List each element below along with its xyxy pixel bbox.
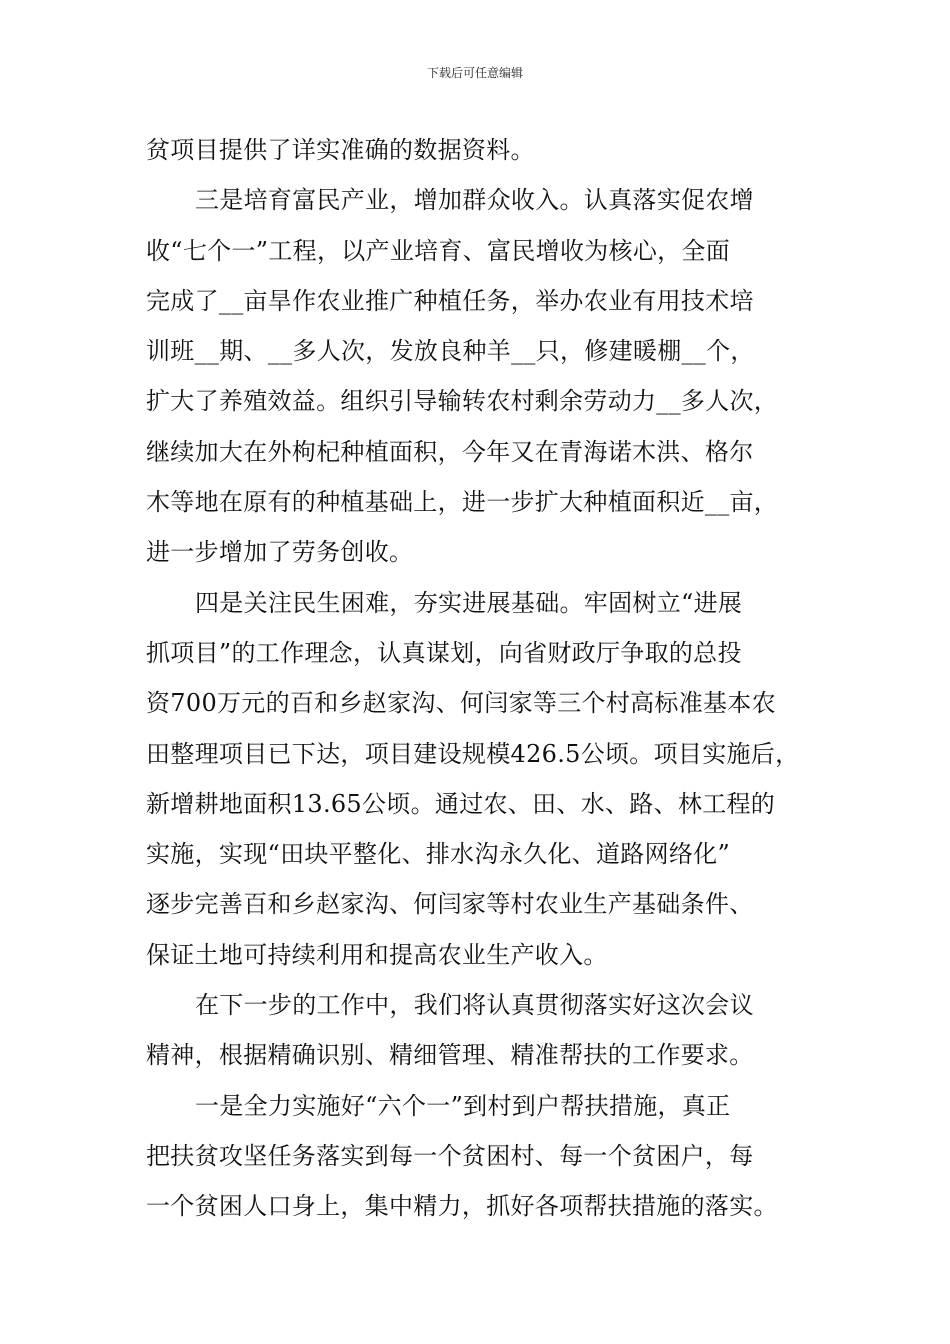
text-line: 贫项目提供了详实准确的数据资料。: [146, 136, 535, 164]
text-line: 在下一步的工作中，我们将认真贯彻落实好这次会议: [195, 991, 754, 1020]
text-line: 完成了__亩旱作农业推广种植任务，举办农业有用技术培: [146, 286, 754, 315]
text-line: 资700万元的百和乡赵家沟、何闫家等三个村高标准基本农: [146, 689, 776, 718]
text-line: 扩大了养殖效益。组织引导输转农村剩余劳动力__多人次，: [146, 387, 779, 416]
document-body: [146, 125, 826, 1232]
paragraph-livelihood: [146, 578, 826, 980]
text-line: 田整理项目已下达，项目建设规模426.5公顷。项目实施后，: [146, 739, 800, 768]
paragraph-next-steps: [146, 980, 826, 1081]
text-line: 继续加大在外枸杞种植面积，今年又在青海诺木洪、格尔: [146, 437, 754, 466]
text-line: 抓项目”的工作理念，认真谋划，向省财政厅争取的总投: [146, 638, 742, 667]
page-header: 下载后可任意编辑: [426, 66, 523, 80]
text-line: 一是全力实施好“六个一”到村到户帮扶措施，真正: [195, 1091, 731, 1120]
text-line: 训班__期、__多人次，发放良种羊__只，修建暖棚__个，: [146, 337, 755, 366]
text-line: 实施，实现“田块平整化、排水沟永久化、道路网络化”: [146, 840, 731, 869]
text-line: 一个贫困人口身上，集中精力，抓好各项帮扶措施的落实。: [146, 1192, 778, 1221]
paragraph-continuation: [146, 125, 826, 175]
text-line: 四是关注民生困难，夯实进展基础。牢固树立“进展: [195, 588, 743, 617]
text-line: 进一步增加了劳务创收。: [146, 538, 414, 567]
text-line: 保证土地可持续利用和提高农业生产收入。: [146, 940, 608, 969]
text-line: 收“七个一”工程，以产业培育、富民增收为核心，全面: [146, 236, 731, 265]
paragraph-measures: [146, 1081, 826, 1232]
text-line: 新增耕地面积13.65公顷。通过农、田、水、路、林工程的: [146, 789, 776, 818]
text-line: 精神，根据精确识别、精细管理、精准帮扶的工作要求。: [146, 1041, 754, 1070]
text-line: 三是培育富民产业，增加群众收入。认真落实促农增: [195, 186, 754, 215]
text-line: 逐步完善百和乡赵家沟、何闫家等村农业生产基础条件、: [146, 890, 754, 919]
text-line: 把扶贫攻坚任务落实到每一个贫困村、每一个贫困户，每: [146, 1141, 754, 1170]
text-line: 木等地在原有的种植基础上，进一步扩大种植面积近__亩，: [146, 488, 779, 517]
paragraph-enrich-industry: [146, 175, 826, 577]
